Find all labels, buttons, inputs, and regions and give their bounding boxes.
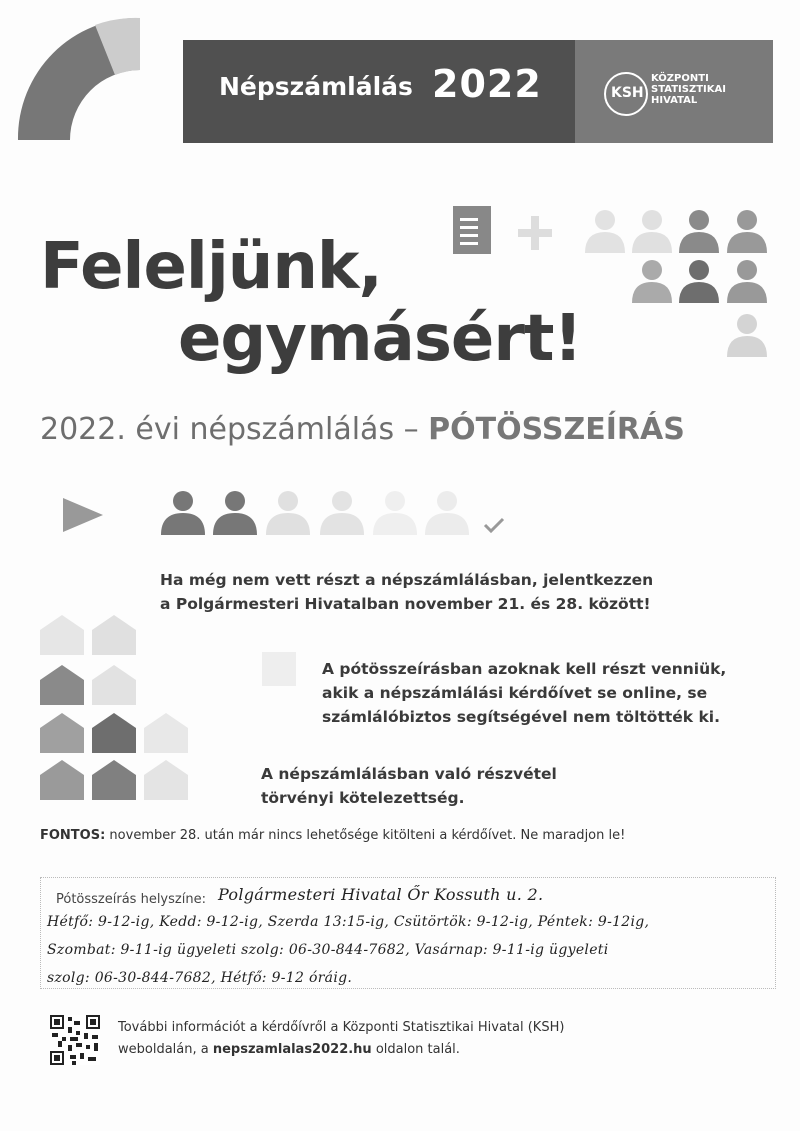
intro-line-1: Ha még nem vett részt a népszámlálásban, jelentkezzen (160, 571, 654, 589)
who-line-2: akik a népszámlálási kérdőívet se online, se (322, 684, 708, 702)
more-info (118, 1017, 718, 1061)
legal-line-2: törvényi kötelezettség. (261, 789, 465, 807)
check-icon (485, 519, 503, 531)
house-icon (40, 615, 84, 655)
banner-year: 2022 (432, 62, 542, 106)
legal-line-1: A népszámlálásban való részvétel (261, 765, 557, 783)
hours-line-3: szolg: 06-30-844-7682, Hétfő: 9-12 óráig. (47, 970, 353, 986)
ksh-line-3: HIVATAL (651, 95, 698, 106)
subtitle-prefix: 2022. évi népszámlálás – (40, 412, 429, 447)
main-title-line-2: egymásért! (178, 302, 582, 376)
intro-line-2: a Polgármesteri Hivatalban november 21. és 28. között! (160, 595, 651, 613)
qr-code-icon (50, 1015, 100, 1065)
subtitle-emphasis: PÓTÖSSZEÍRÁS (428, 412, 685, 447)
notice-text: november 28. után már nincs lehetősége kitölteni a kérdőívet. Ne maradjon le! (105, 828, 626, 843)
progress-row-graphic (55, 485, 515, 545)
important-notice (40, 828, 760, 843)
hours-line-2: Szombat: 9-11-ig ügyeleti szolg: 06-30-844-7682, Vasárnap: 9-11-ig ügyeleti (47, 942, 609, 958)
who-line-1: A pótösszeírásban azoknak kell részt venniük, (322, 660, 727, 678)
location-value-handwritten: Polgármesteri Hivatal Őr Kossuth u. 2. (218, 885, 544, 904)
banner-title: Népszámlálás (219, 72, 413, 101)
intro-text (160, 568, 700, 616)
houses-graphic (40, 610, 200, 810)
decorative-square (262, 652, 296, 686)
main-title-line-1: Feleljünk, (40, 230, 382, 304)
who-text (322, 657, 762, 729)
form-document-icon (453, 206, 491, 254)
subtitle (40, 412, 685, 447)
more-info-line-1: További információt a kérdőívről a Központi Statisztikai Hivatal (KSH) (118, 1020, 565, 1035)
corner-arc-graphic (0, 0, 150, 150)
location-label: Pótösszeírás helyszíne: (56, 892, 206, 907)
more-info-prefix: weboldalán, a (118, 1042, 213, 1057)
plus-icon (518, 216, 552, 250)
ksh-line-1: KÖZPONTI (651, 73, 709, 84)
who-line-3: számlálóbiztos segítségével nem töltötték ki. (322, 708, 720, 726)
more-info-line-2 (118, 1039, 718, 1061)
hours-line-1: Hétfő: 9-12-ig, Kedd: 9-12-ig, Szerda 13:15-ig, Csütörtök: 9-12-ig, Péntek: 9-12ig, (47, 914, 650, 930)
play-arrow-icon (63, 498, 103, 532)
ksh-line-2: STATISZTIKAI (651, 84, 726, 95)
legal-text (261, 762, 661, 810)
website-link[interactable]: nepszamlalas2022.hu (212, 1042, 372, 1057)
person-icons (585, 210, 767, 357)
ksh-abbr: KSH (611, 85, 644, 101)
more-info-suffix: oldalon talál. (371, 1042, 460, 1057)
notice-label: FONTOS: (40, 828, 106, 843)
